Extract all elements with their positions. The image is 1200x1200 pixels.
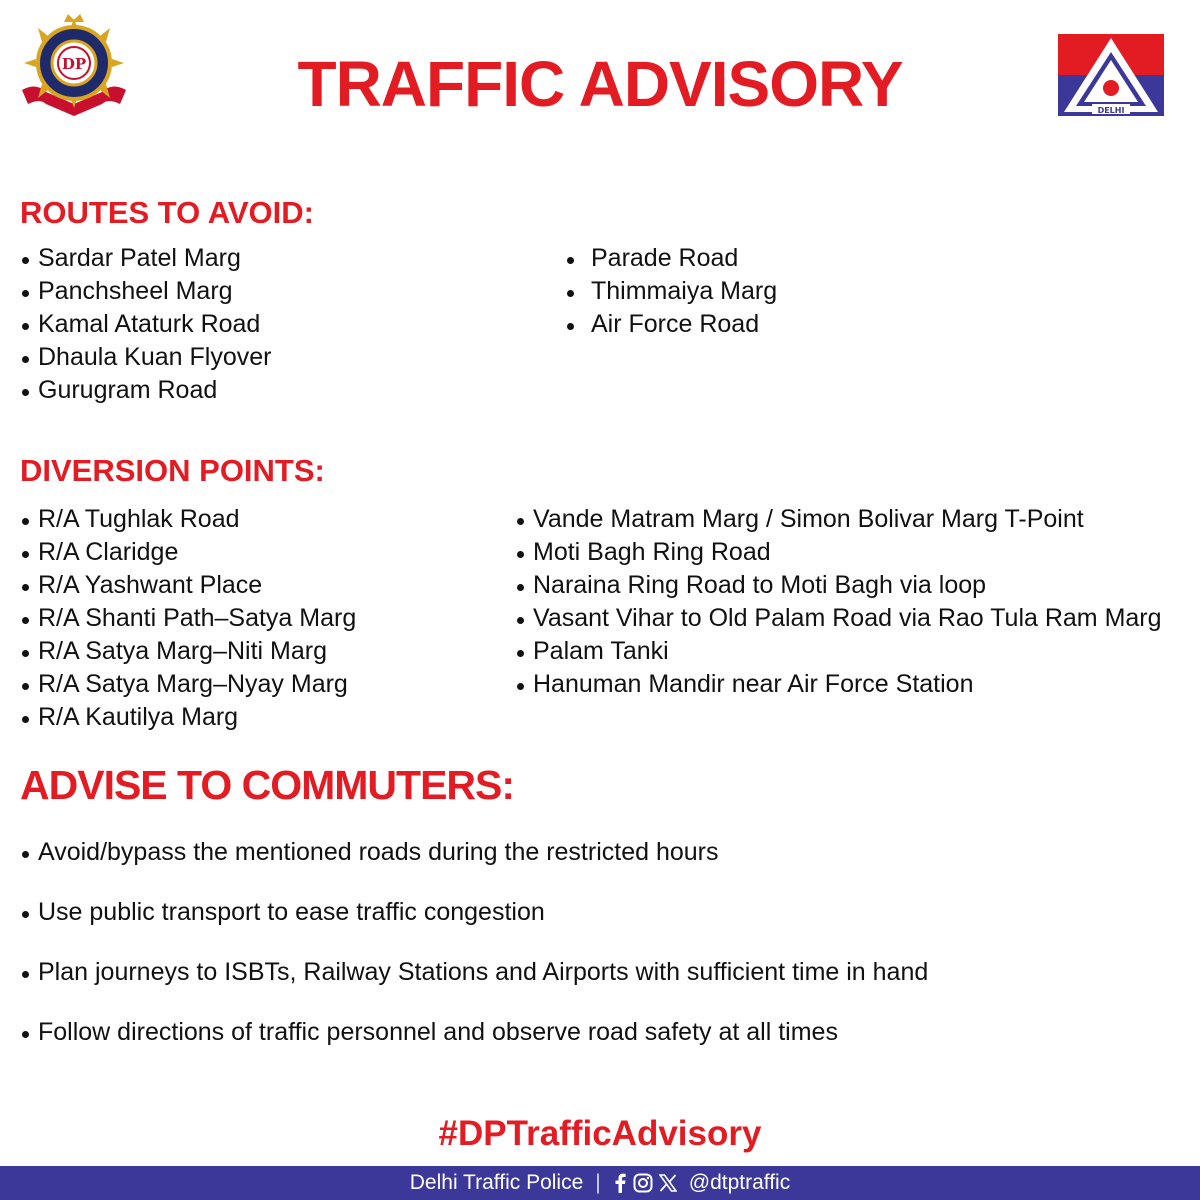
- list-item: Palam Tanki: [517, 635, 1162, 668]
- list-item: Kamal Ataturk Road: [22, 308, 271, 341]
- list-item: Moti Bagh Ring Road: [517, 536, 1162, 569]
- list-item: Vande Matram Marg / Simon Bolivar Marg T-Point: [517, 503, 1162, 536]
- page-title: TRAFFIC ADVISORY: [297, 48, 903, 120]
- list-item: R/A Kautilya Marg: [22, 701, 356, 734]
- svg-text:DELHI: DELHI: [1097, 106, 1125, 115]
- list-item: Parade Road: [565, 242, 777, 275]
- footer-handle: @dtptraffic: [688, 1171, 791, 1194]
- list-item: Air Force Road: [565, 308, 777, 341]
- list-item: R/A Shanti Path–Satya Marg: [22, 602, 356, 635]
- x-icon[interactable]: [659, 1174, 677, 1192]
- list-item: Panchsheel Marg: [22, 275, 271, 308]
- footer-org: Delhi Traffic Police: [409, 1171, 584, 1194]
- list-item: Use public transport to ease traffic congestion: [22, 896, 928, 956]
- list-item: Dhaula Kuan Flyover: [22, 341, 271, 374]
- list-item: Plan journeys to ISBTs, Railway Stations and Airports with sufficient time in hand: [22, 956, 928, 1016]
- list-item: R/A Satya Marg–Niti Marg: [22, 635, 356, 668]
- advice-heading: ADVISE TO COMMUTERS:: [20, 762, 515, 808]
- list-item: Naraina Ring Road to Moti Bagh via loop: [517, 569, 1162, 602]
- traffic-police-logo: [1058, 34, 1164, 116]
- facebook-icon[interactable]: [613, 1173, 627, 1193]
- list-item: Vasant Vihar to Old Palam Road via Rao Tula Ram Marg: [517, 602, 1162, 635]
- list-item: R/A Yashwant Place: [22, 569, 356, 602]
- list-item: Sardar Patel Marg: [22, 242, 271, 275]
- routes-list-right: [565, 242, 777, 341]
- social-icons: [613, 1173, 677, 1193]
- list-item: Thimmaiya Marg: [565, 275, 777, 308]
- list-item: R/A Satya Marg–Nyay Marg: [22, 668, 356, 701]
- footer-bar: [0, 1166, 1200, 1200]
- advice-list: [22, 836, 928, 1076]
- list-item: Avoid/bypass the mentioned roads during the restricted hours: [22, 836, 928, 896]
- instagram-icon[interactable]: [633, 1173, 653, 1193]
- diversion-list-right: [517, 503, 1162, 701]
- list-item: Gurugram Road: [22, 374, 271, 407]
- svg-text:DP: DP: [61, 55, 87, 73]
- hashtag: #DPTrafficAdvisory: [438, 1114, 762, 1153]
- routes-list-left: [22, 242, 271, 407]
- list-item: R/A Tughlak Road: [22, 503, 356, 536]
- routes-heading: ROUTES TO AVOID:: [20, 195, 314, 230]
- list-item: Hanuman Mandir near Air Force Station: [517, 668, 1162, 701]
- list-item: Follow directions of traffic personnel and observe road safety at all times: [22, 1016, 928, 1076]
- traffic-police-triangle-icon: [1058, 34, 1164, 116]
- diversion-list-left: [22, 503, 356, 734]
- diversion-heading: DIVERSION POINTS:: [20, 453, 325, 488]
- footer-separator: |: [595, 1171, 601, 1194]
- list-item: R/A Claridge: [22, 536, 356, 569]
